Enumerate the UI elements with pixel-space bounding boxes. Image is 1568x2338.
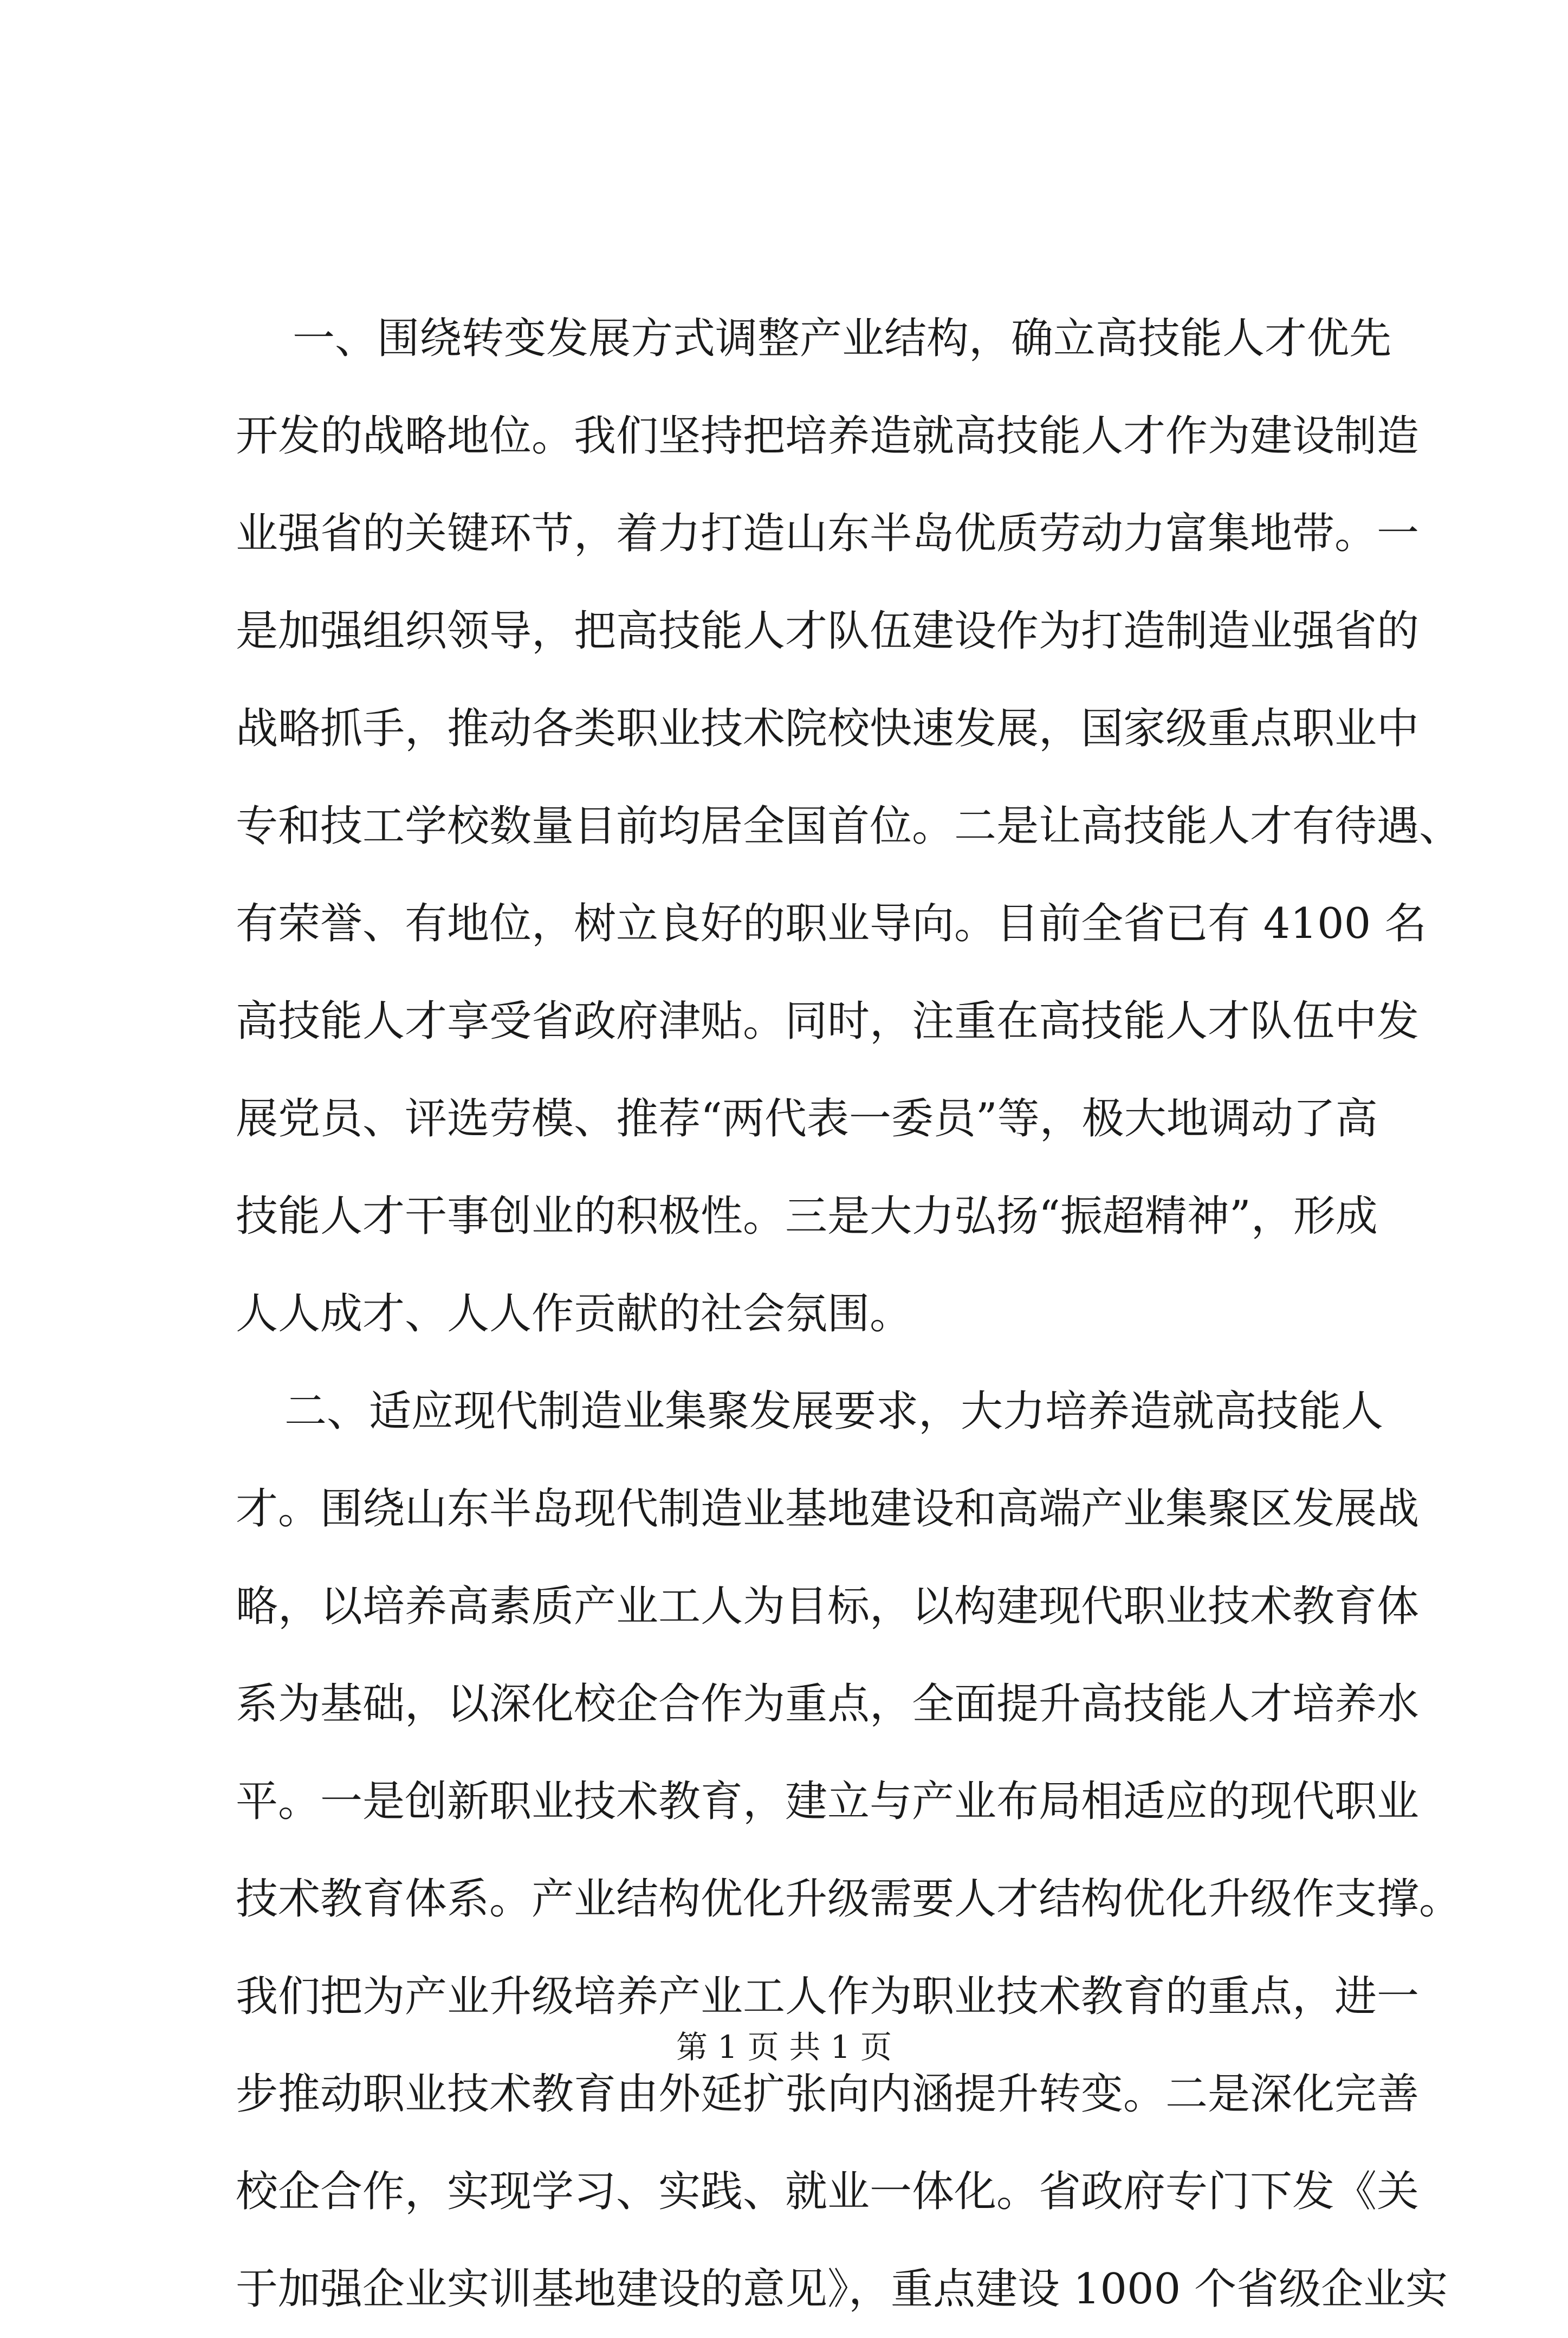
paragraph-1-line-9: 展党员、评选劳模、推荐“两代表一委员”等，极大地调动了高 xyxy=(236,1094,1378,1143)
paragraph-2-line-5: 平。一是创新职业技术教育，建立与产业布局相适应的现代职业 xyxy=(236,1777,1420,1826)
paragraph-1-line-2: 开发的战略地位。我们坚持把培养造就高技能人才作为建设制造 xyxy=(236,412,1420,461)
page-footer: 第 1 页 共 1 页 xyxy=(676,2029,892,2065)
paragraph-2-line-6: 技术教育体系。产业结构优化升级需要人才结构优化升级作支撑。 xyxy=(236,1875,1462,1923)
paragraph-2-line-3: 略，以培养高素质产业工人为目标，以构建现代职业技术教育体 xyxy=(236,1582,1420,1631)
paragraph-1-line-3: 业强省的关键环节，着力打造山东半岛优质劳动力富集地带。一 xyxy=(236,509,1420,558)
paragraph-1-line-11: 人人成才、人人作贡献的社会氛围。 xyxy=(236,1290,912,1338)
paragraph-1-line-1: 一、围绕转变发展方式调整产业结构，确立高技能人才优先 xyxy=(293,314,1392,363)
paragraph-2-line-1: 二、适应现代制造业集聚发展要求，大力培养造就高技能人 xyxy=(284,1387,1384,1436)
paragraph-2-line-2: 才。围绕山东半岛现代制造业基地建设和高端产业集聚区发展战 xyxy=(236,1485,1420,1533)
paragraph-2-line-10: 于加强企业实训基地建设的意见》，重点建设 1000 个省级企业实 xyxy=(236,2265,1448,2314)
paragraph-1-line-10: 技能人才干事创业的积极性。三是大力弘扬“振超精神”，形成 xyxy=(236,1192,1378,1241)
paragraph-2-line-4: 系为基础，以深化校企合作为重点，全面提升高技能人才培养水 xyxy=(236,1680,1420,1728)
paragraph-1-line-4: 是加强组织领导，把高技能人才队伍建设作为打造制造业强省的 xyxy=(236,607,1420,656)
paragraph-1-line-8: 高技能人才享受省政府津贴。同时，注重在高技能人才队伍中发 xyxy=(236,997,1420,1046)
paragraph-2-line-9: 校企合作，实现学习、实践、就业一体化。省政府专门下发《关 xyxy=(236,2167,1420,2216)
paragraph-2-line-8: 步推动职业技术教育由外延扩张向内涵提升转变。二是深化完善 xyxy=(236,2070,1420,2119)
paragraph-1-line-7: 有荣誉、有地位，树立良好的职业导向。目前全省已有 4100 名 xyxy=(236,899,1427,948)
paragraph-1-line-6: 专和技工学校数量目前均居全国首位。二是让高技能人才有待遇、 xyxy=(236,802,1462,851)
paragraph-2-line-7: 我们把为产业升级培养产业工人作为职业技术教育的重点，进一 xyxy=(236,1972,1420,2021)
paragraph-1-line-5: 战略抓手，推动各类职业技术院校快速发展，国家级重点职业中 xyxy=(236,704,1420,753)
